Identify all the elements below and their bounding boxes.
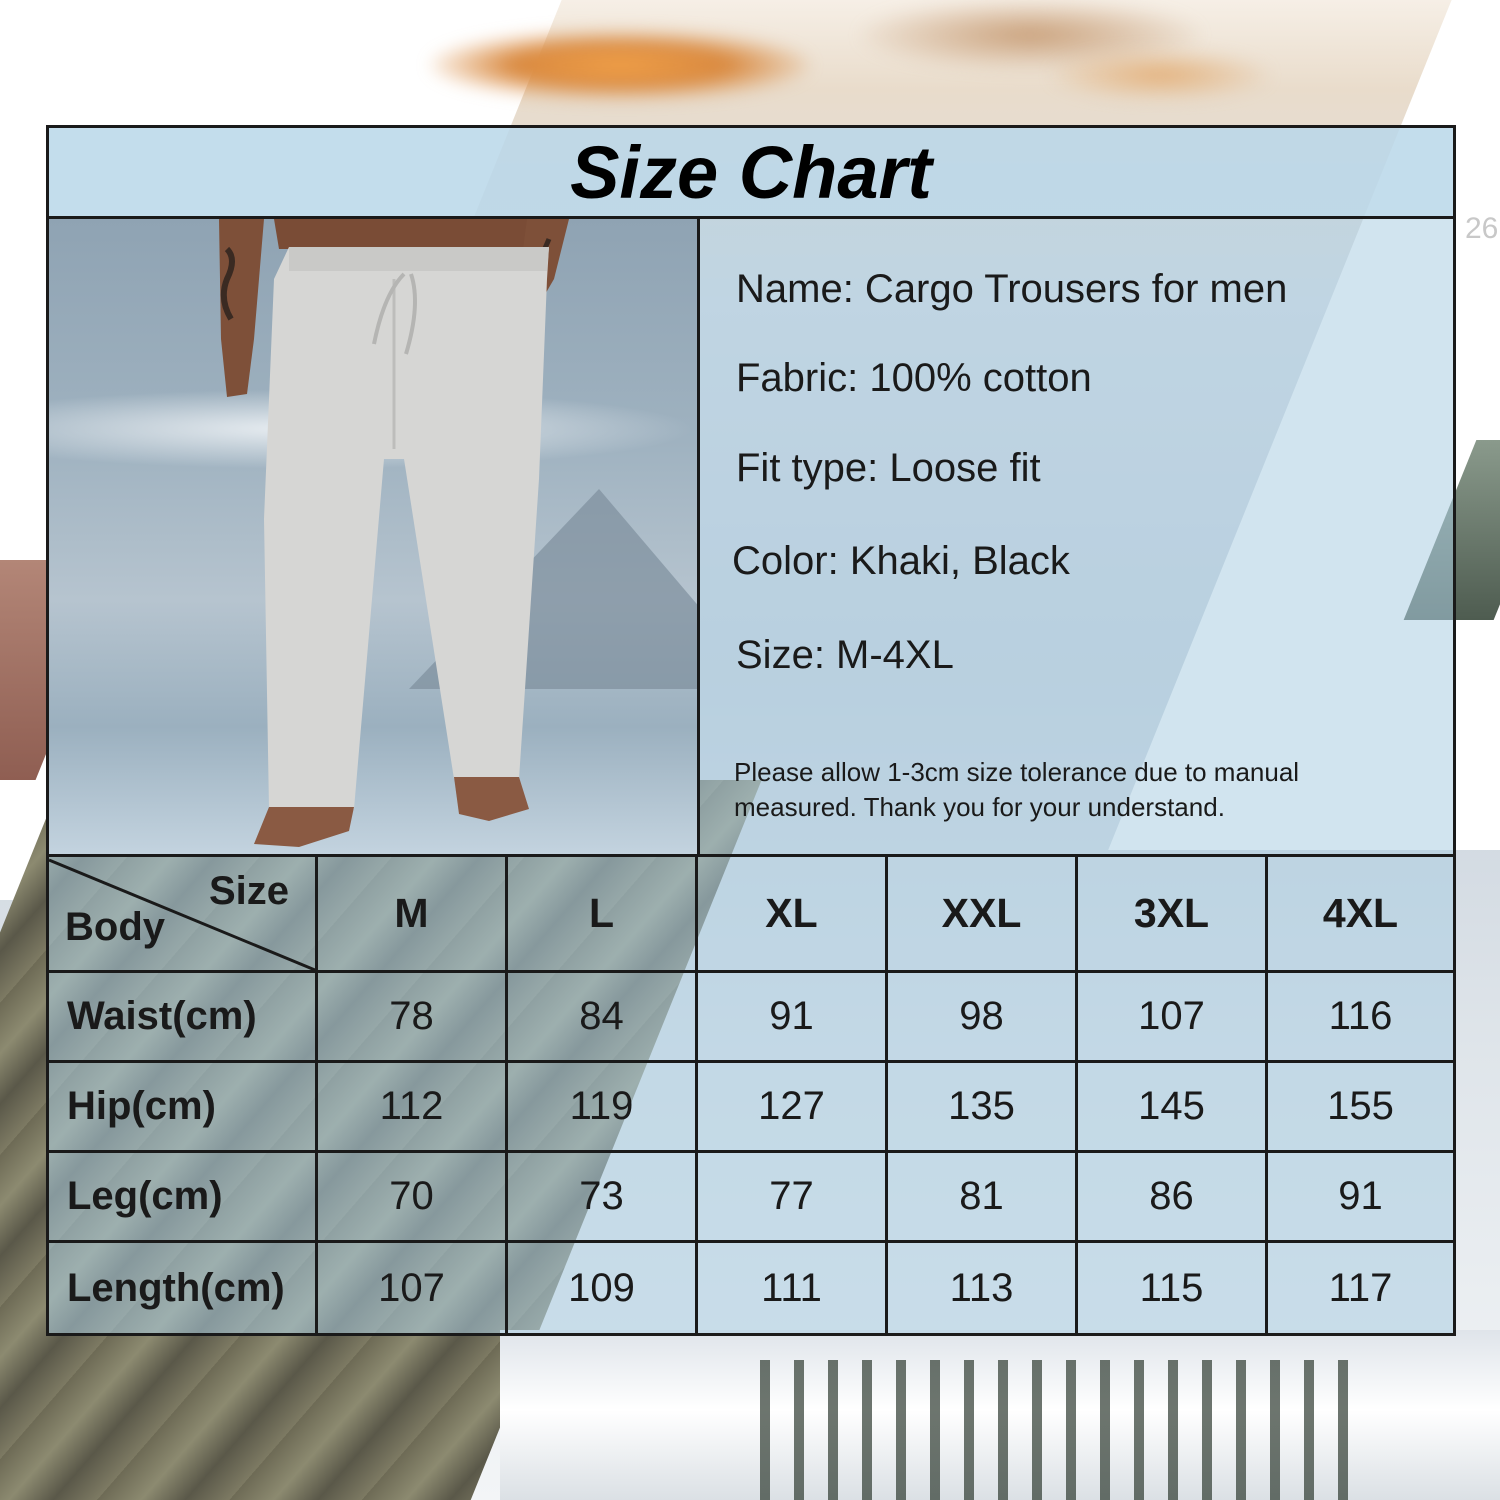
table-cell: 86 [1078, 1153, 1268, 1243]
corner-size-label: Size [208, 869, 289, 913]
table-cell: 127 [698, 1063, 888, 1153]
product-info-area [49, 219, 1453, 857]
table-cell: 116 [1268, 973, 1453, 1063]
table-corner-header [49, 857, 318, 973]
table-cell: 113 [888, 1243, 1078, 1333]
table-cell: 107 [1078, 973, 1268, 1063]
table-cell: 117 [1328, 1265, 1393, 1310]
table-cell: 109 [508, 1243, 698, 1333]
table-cell: 112 [318, 1063, 508, 1153]
row-label-leg: Leg(cm) [49, 1153, 318, 1243]
table-cell: 111 [698, 1243, 888, 1333]
table-cell: 84 [508, 973, 698, 1063]
table-cell: 77 [698, 1153, 888, 1243]
table-cell: 155 [1268, 1063, 1453, 1153]
table-cell: 91 [1268, 1153, 1453, 1243]
product-photo [49, 219, 700, 854]
table-cell: 119 [508, 1063, 698, 1153]
table-cell: 81 [888, 1153, 1078, 1243]
size-table [49, 857, 1453, 1333]
size-chart-panel [46, 125, 1456, 1336]
table-cell: 107 [318, 1243, 508, 1333]
table-cell: 78 [318, 973, 508, 1063]
table-cell: 70 [318, 1153, 508, 1243]
table-cell: 145 [1078, 1063, 1268, 1153]
product-name: Name: Cargo Trousers for men [736, 267, 1288, 311]
size-header-xxl: XXL [888, 857, 1078, 973]
row-label-waist: Waist(cm) [49, 973, 318, 1063]
table-cell: 91 [698, 973, 888, 1063]
size-header-l: L [508, 857, 698, 973]
table-cell: 115 [1078, 1243, 1268, 1333]
product-details [700, 219, 1453, 854]
size-header-3xl: 3XL [1078, 857, 1268, 973]
product-fit-type: Fit type: Loose fit [736, 446, 1041, 490]
table-cell: 98 [888, 973, 1078, 1063]
table-cell: 135 [888, 1063, 1078, 1153]
row-label-length: Length(cm) [49, 1243, 318, 1333]
page-title: Size Chart [570, 130, 932, 214]
table-cell: 73 [508, 1153, 698, 1243]
size-header-m: M [318, 857, 508, 973]
product-size-range: Size: M-4XL [736, 633, 954, 677]
tolerance-note: Please allow 1-3cm size tolerance due to manual measured. Thank you for your understand. [734, 757, 1300, 822]
title-row [49, 128, 1453, 219]
model-pants-image [49, 219, 697, 854]
size-header-xl: XL [698, 857, 888, 973]
background-number: 26 [1465, 212, 1499, 245]
product-color: Color: Khaki, Black [732, 539, 1070, 583]
size-header-4xl: 4XL [1268, 857, 1453, 973]
row-label-hip: Hip(cm) [49, 1063, 318, 1153]
product-fabric: Fabric: 100% cotton [736, 356, 1092, 400]
corner-body-label: Body [65, 905, 165, 949]
